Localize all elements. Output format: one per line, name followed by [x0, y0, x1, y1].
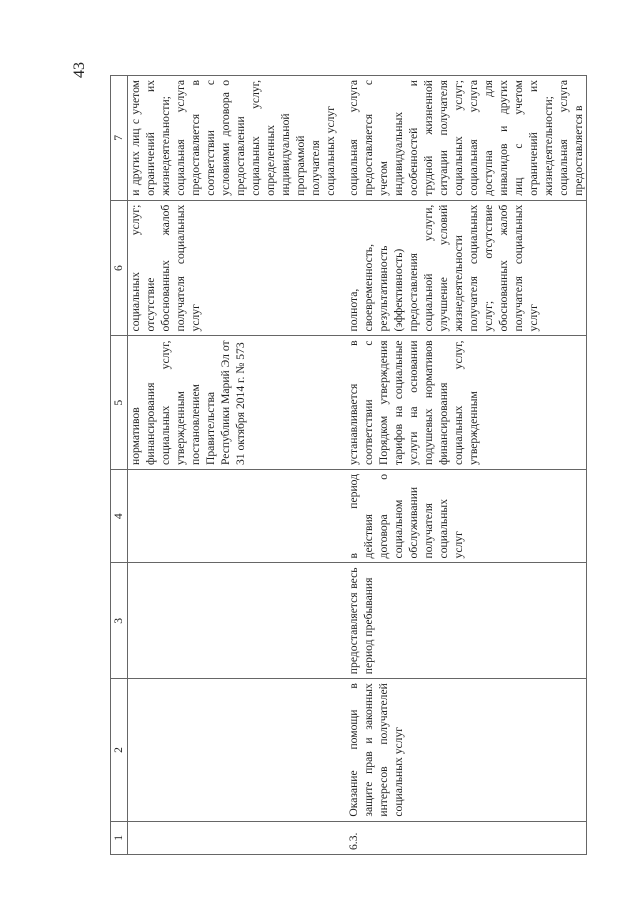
cell-volume: [128, 563, 347, 679]
column-number-2: 2: [111, 679, 128, 821]
column-number-1: 1: [111, 821, 128, 854]
column-number-4: 4: [111, 469, 128, 562]
cell-quality-indicators: полнота, своевременность, результативность (эффективность) предоставления социальной услуги, улучшение условий жизнедеятельности получателя социальных услуг; отсутствие обоснованных жалоб получателя социальных услуг: [346, 200, 587, 336]
page-number: 43: [71, 62, 88, 78]
cell-tariff: нормативов финансирования социальных услуг, утвержденным постановлением Правительства Республики Марий Эл от 31 октября 2014 г. № 573: [128, 336, 347, 470]
services-table: [110, 75, 587, 855]
column-number-row: [111, 76, 128, 855]
column-number-3: 3: [111, 563, 128, 679]
cell-quality-indicators: социальных услуг; отсутствие обоснованных жалоб получателя социальных услуг: [128, 200, 347, 336]
column-number-6: 6: [111, 200, 128, 336]
table-row-continuation: [128, 76, 347, 855]
cell-volume: предоставляется весь период пребывания: [346, 563, 587, 679]
column-number-7: 7: [111, 76, 128, 201]
cell-tariff: устанавливается в соответствии с Порядком утверждения тарифов на социальные услуги на основании подушевых нормативов финансирования социальных услуг, утвержденным: [346, 336, 587, 470]
cell-conditions: социальная услуга предоставляется с учетом индивидуальных особенностей и трудной жизненной ситуации получателя социальных услуг; социальная услуга доступна для инвалидов и других лиц с учетом ограничений их жизнедеятельности; социальная услуга предоставляется в: [346, 76, 587, 201]
cell-conditions: и других лиц с учетом ограничений их жизнедеятельности; социальная услуга предоставляется в соответствии с условиями договора о предоставлении социальных услуг, определенных индивидуальной программой получателя социальных услуг: [128, 76, 347, 201]
table-row-6-3: [346, 76, 587, 855]
cell-service-name: Оказание помощи в защите прав и законных интересов получателей социальных услуг: [346, 679, 587, 821]
cell-service-name: [128, 679, 347, 821]
cell-term: в период действия договора о социальном обслуживании получателя социальных услуг: [346, 469, 587, 562]
cell-number: 6.3.: [346, 821, 587, 854]
cell-number: [128, 821, 347, 854]
cell-term: [128, 469, 347, 562]
services-table-container: [110, 75, 585, 855]
column-number-5: 5: [111, 336, 128, 470]
